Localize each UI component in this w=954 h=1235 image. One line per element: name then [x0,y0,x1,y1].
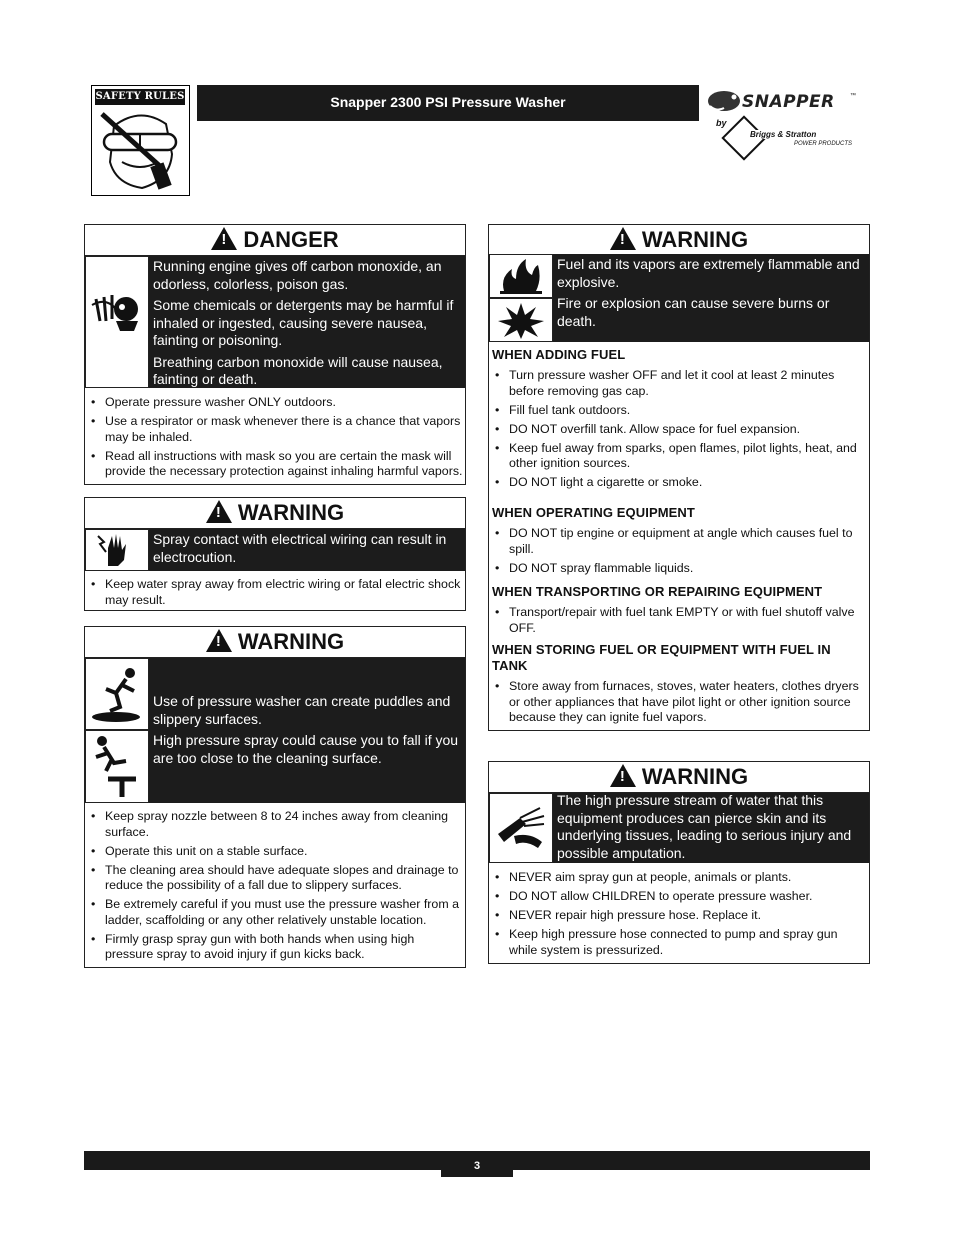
list-item: • DO NOT spray flammable liquids. [491,561,867,577]
warning-slip-header [85,627,465,658]
danger-hazard-text [153,258,463,393]
danger-heading: DANGER [243,227,339,252]
danger-bullets [87,395,463,483]
warning-triangle-icon [206,500,232,523]
list-item: • Keep water spray away from electric wiring or fatal electric shock may result. [87,577,463,608]
pressure-bullets [491,870,867,962]
list-item: • NEVER aim spray gun at people, animals or plants. [491,870,867,886]
slip-bullets [87,809,463,966]
warning-triangle-icon [610,764,636,787]
warning-pressure-box [488,761,870,964]
page-title: Snapper 2300 PSI Pressure Washer [197,85,699,121]
warning-electric-header [85,498,465,529]
warning-triangle-icon [211,227,237,250]
pressure-hazard-text: The high pressure stream of water that this equipment produces can pierce skin and its underlying tissues, leading to serious injury and possible amputation. [557,792,852,861]
fuel-storing-bullets [491,679,867,729]
respirator-mask-icon [85,256,149,388]
electric-bullets [87,577,463,612]
list-item: • Fill fuel tank outdoors. [491,403,867,419]
list-item: • Firmly grasp spray gun with both hands when using high pressure spray to avoid injury if gun kicks back. [87,932,463,963]
warning-slip-heading: WARNING [237,629,345,654]
by-label: by [716,118,727,128]
fuel-adding-bullets [491,368,867,494]
warning-fuel-heading: WARNING [641,227,749,252]
section-title: WHEN TRANSPORTING OR REPAIRING EQUIPMENT [492,584,823,599]
list-item: • Keep high pressure hose connected to pump and spray gun while system is pressurized. [491,927,867,958]
turtle-logo-icon [706,88,742,114]
section-title: WHEN STORING FUEL OR EQUIPMENT WITH FUEL IN TANK [492,642,831,673]
list-item: • DO NOT tip engine or equipment at angle which causes fuel to spill. [491,526,867,557]
list-item: • Be extremely careful if you must use the pressure washer from a ladder, scaffolding or any other relatively unstable location. [87,897,463,928]
brand-name: SNAPPER [742,92,835,112]
list-item: • Operate pressure washer ONLY outdoors. [87,395,463,411]
warning-fuel-header [489,225,869,256]
safety-rules-title: SAFETY RULES [95,89,185,105]
warning-triangle-icon [206,629,232,652]
list-item: • The cleaning area should have adequate slopes and drainage to reduce the possibility of a fall due to slippery surfaces. [87,863,463,894]
warning-pressure-header [489,762,869,793]
hazard-line: High pressure spray could cause you to fall if you are too close to the cleaning surface. [153,732,459,766]
slip-fall-icon [85,658,149,730]
electric-hazard-text: Spray contact with electrical wiring can result in electrocution. [153,531,447,565]
list-item: • Store away from furnaces, stoves, water heaters, clothes dryers or other appliances that have pilot light or other ignition source because they can ignite fuel vapors. [491,679,867,726]
list-item: • Keep spray nozzle between 8 to 24 inches away from cleaning surface. [87,809,463,840]
list-item: • NEVER repair high pressure hose. Replace it. [491,908,867,924]
hazard-line: Some chemicals or detergents may be harmful if inhaled or ingested, causing severe nausea, fainting or poisoning. [153,297,454,348]
page-number: 3 [441,1151,513,1177]
list-item: • DO NOT light a cigarette or smoke. [491,475,867,491]
maker-name: Briggs & Stratton [748,130,840,139]
hazard-line: Fuel and its vapors are extremely flammable and explosive. [557,256,860,290]
warning-electric-heading: WARNING [237,500,345,525]
skin-injection-icon [489,793,553,863]
danger-header [85,225,465,256]
warning-fuel-box [488,224,870,731]
warning-electric-box [84,497,466,611]
snapper-logo [706,88,866,158]
trademark: ™ [850,93,856,99]
danger-box [84,224,466,485]
safety-goggles-person-icon [92,106,188,194]
list-item: • DO NOT allow CHILDREN to operate pressure washer. [491,889,867,905]
explosion-icon [489,298,553,342]
electric-shock-hand-icon [85,529,149,571]
warning-triangle-icon [610,227,636,250]
maker-subtitle: POWER PRODUCTS [794,141,853,147]
list-item: • Transport/repair with fuel tank EMPTY or with fuel shutoff valve OFF. [491,605,867,636]
section-title: WHEN OPERATING EQUIPMENT [492,505,695,520]
list-item: • Read all instructions with mask so you are certain the mask will provide the necessary protection against inhaling harmful vapors. [87,449,463,480]
hazard-line: Use of pressure washer can create puddles and slippery surfaces. [153,693,451,727]
list-item: • DO NOT overfill tank. Allow space for fuel expansion. [491,422,867,438]
list-item: • Turn pressure washer OFF and let it cool at least 2 minutes before removing gas cap. [491,368,867,399]
slip-hazard-text [153,693,463,771]
fuel-operating-bullets [491,526,867,580]
list-item: • Operate this unit on a stable surface. [87,844,463,860]
hazard-line: Running engine gives off carbon monoxide, an odorless, colorless, poison gas. [153,258,442,292]
list-item: • Keep fuel away from sparks, open flames, pilot lights, heat, and other ignition sources. [491,441,867,472]
fuel-transport-bullets [491,605,867,640]
warning-pressure-heading: WARNING [641,764,749,789]
list-item: • Use a respirator or mask whenever there is a chance that vapors may be inhaled. [87,414,463,445]
section-title: WHEN ADDING FUEL [492,347,626,362]
hazard-line: Fire or explosion can cause severe burns or death. [557,295,830,329]
falling-person-icon [85,730,149,803]
fire-icon [489,254,553,298]
fuel-hazard-text [557,256,869,334]
hazard-line: Breathing carbon monoxide will cause nausea, fainting or death. [153,353,443,387]
safety-rules-badge [91,85,190,196]
warning-slip-box [84,626,466,968]
